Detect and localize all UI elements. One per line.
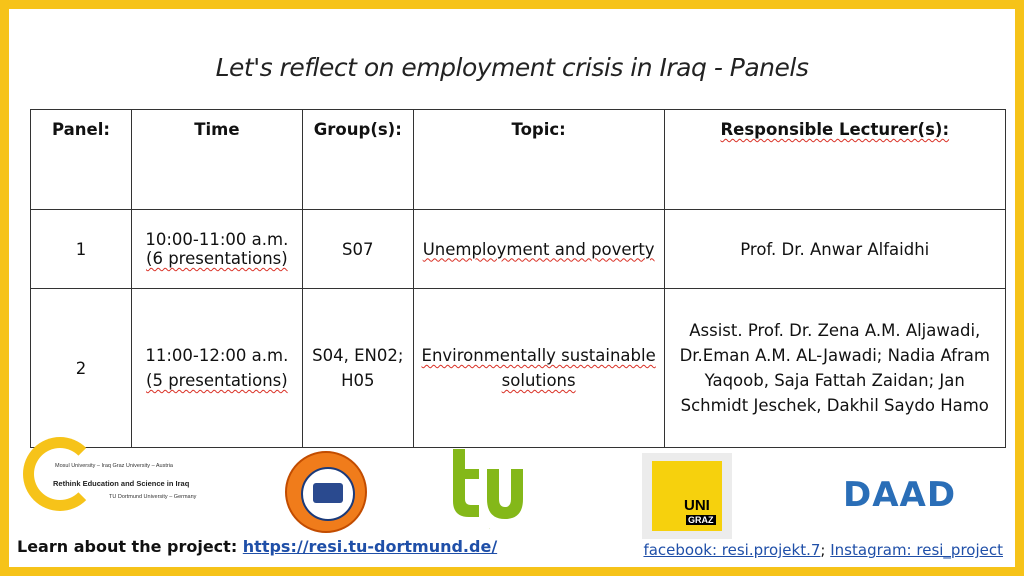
slide [9, 9, 1015, 567]
daad-logo: DAAD [843, 475, 957, 515]
table-row [31, 289, 1006, 448]
uni-graz-logo: UNI GRAZ [642, 453, 732, 539]
panel-groups: S07 [302, 210, 413, 289]
tu-dortmund-logo [439, 441, 539, 531]
panel-topic: Environmentally sustainable solutions [413, 289, 664, 448]
panel-number: 1 [31, 210, 132, 289]
panel-topic: Unemployment and poverty [413, 210, 664, 289]
svg-text:tu: tu [489, 529, 490, 530]
header-lecturer: Responsible Lecturer(s): [664, 110, 1005, 210]
facebook-link[interactable]: facebook: resi.projekt.7 [643, 541, 821, 559]
mosul-university-seal [285, 451, 367, 533]
table-header-row [31, 110, 1006, 210]
instagram-link[interactable]: Instagram: resi_project [830, 541, 1003, 559]
page-title: Let's reflect on employment crisis in Iraq - Panels [215, 53, 809, 82]
panel-lecturer: Assist. Prof. Dr. Zena A.M. Aljawadi, Dr.Eman A.M. AL-Jawadi; Nadia Afram Yaqoob, Saja Fattah Zaidan; Jan Schmidt Jeschek, Dakhil Saydo Hamo [664, 289, 1005, 448]
header-time: Time [131, 110, 302, 210]
resi-logo: Mosul University – Iraq Graz University – Austria Rethink Education and Science in Iraq TU Dortmund University – Germany [23, 433, 243, 523]
project-link-line: Learn about the project: https://resi.tu-dortmund.de/ [17, 537, 498, 556]
header-groups: Group(s): [302, 110, 413, 210]
project-website-link[interactable]: https://resi.tu-dortmund.de/ [242, 537, 498, 556]
panel-lecturer: Prof. Dr. Anwar Alfaidhi [664, 210, 1005, 289]
resi-ring-icon [23, 437, 97, 511]
social-links: facebook: resi.projekt.7; Instagram: resi_project [643, 541, 1003, 559]
header-panel: Panel: [31, 110, 132, 210]
header-topic: Topic: [413, 110, 664, 210]
panel-time: 11:00-12:00 a.m. (5 presentations) [131, 289, 302, 448]
panels-table [30, 109, 1006, 448]
panel-number: 2 [31, 289, 132, 448]
table-row [31, 210, 1006, 289]
book-icon [313, 483, 343, 503]
panel-time: 10:00-11:00 a.m. (6 presentations) [131, 210, 302, 289]
panel-groups: S04, EN02; H05 [302, 289, 413, 448]
